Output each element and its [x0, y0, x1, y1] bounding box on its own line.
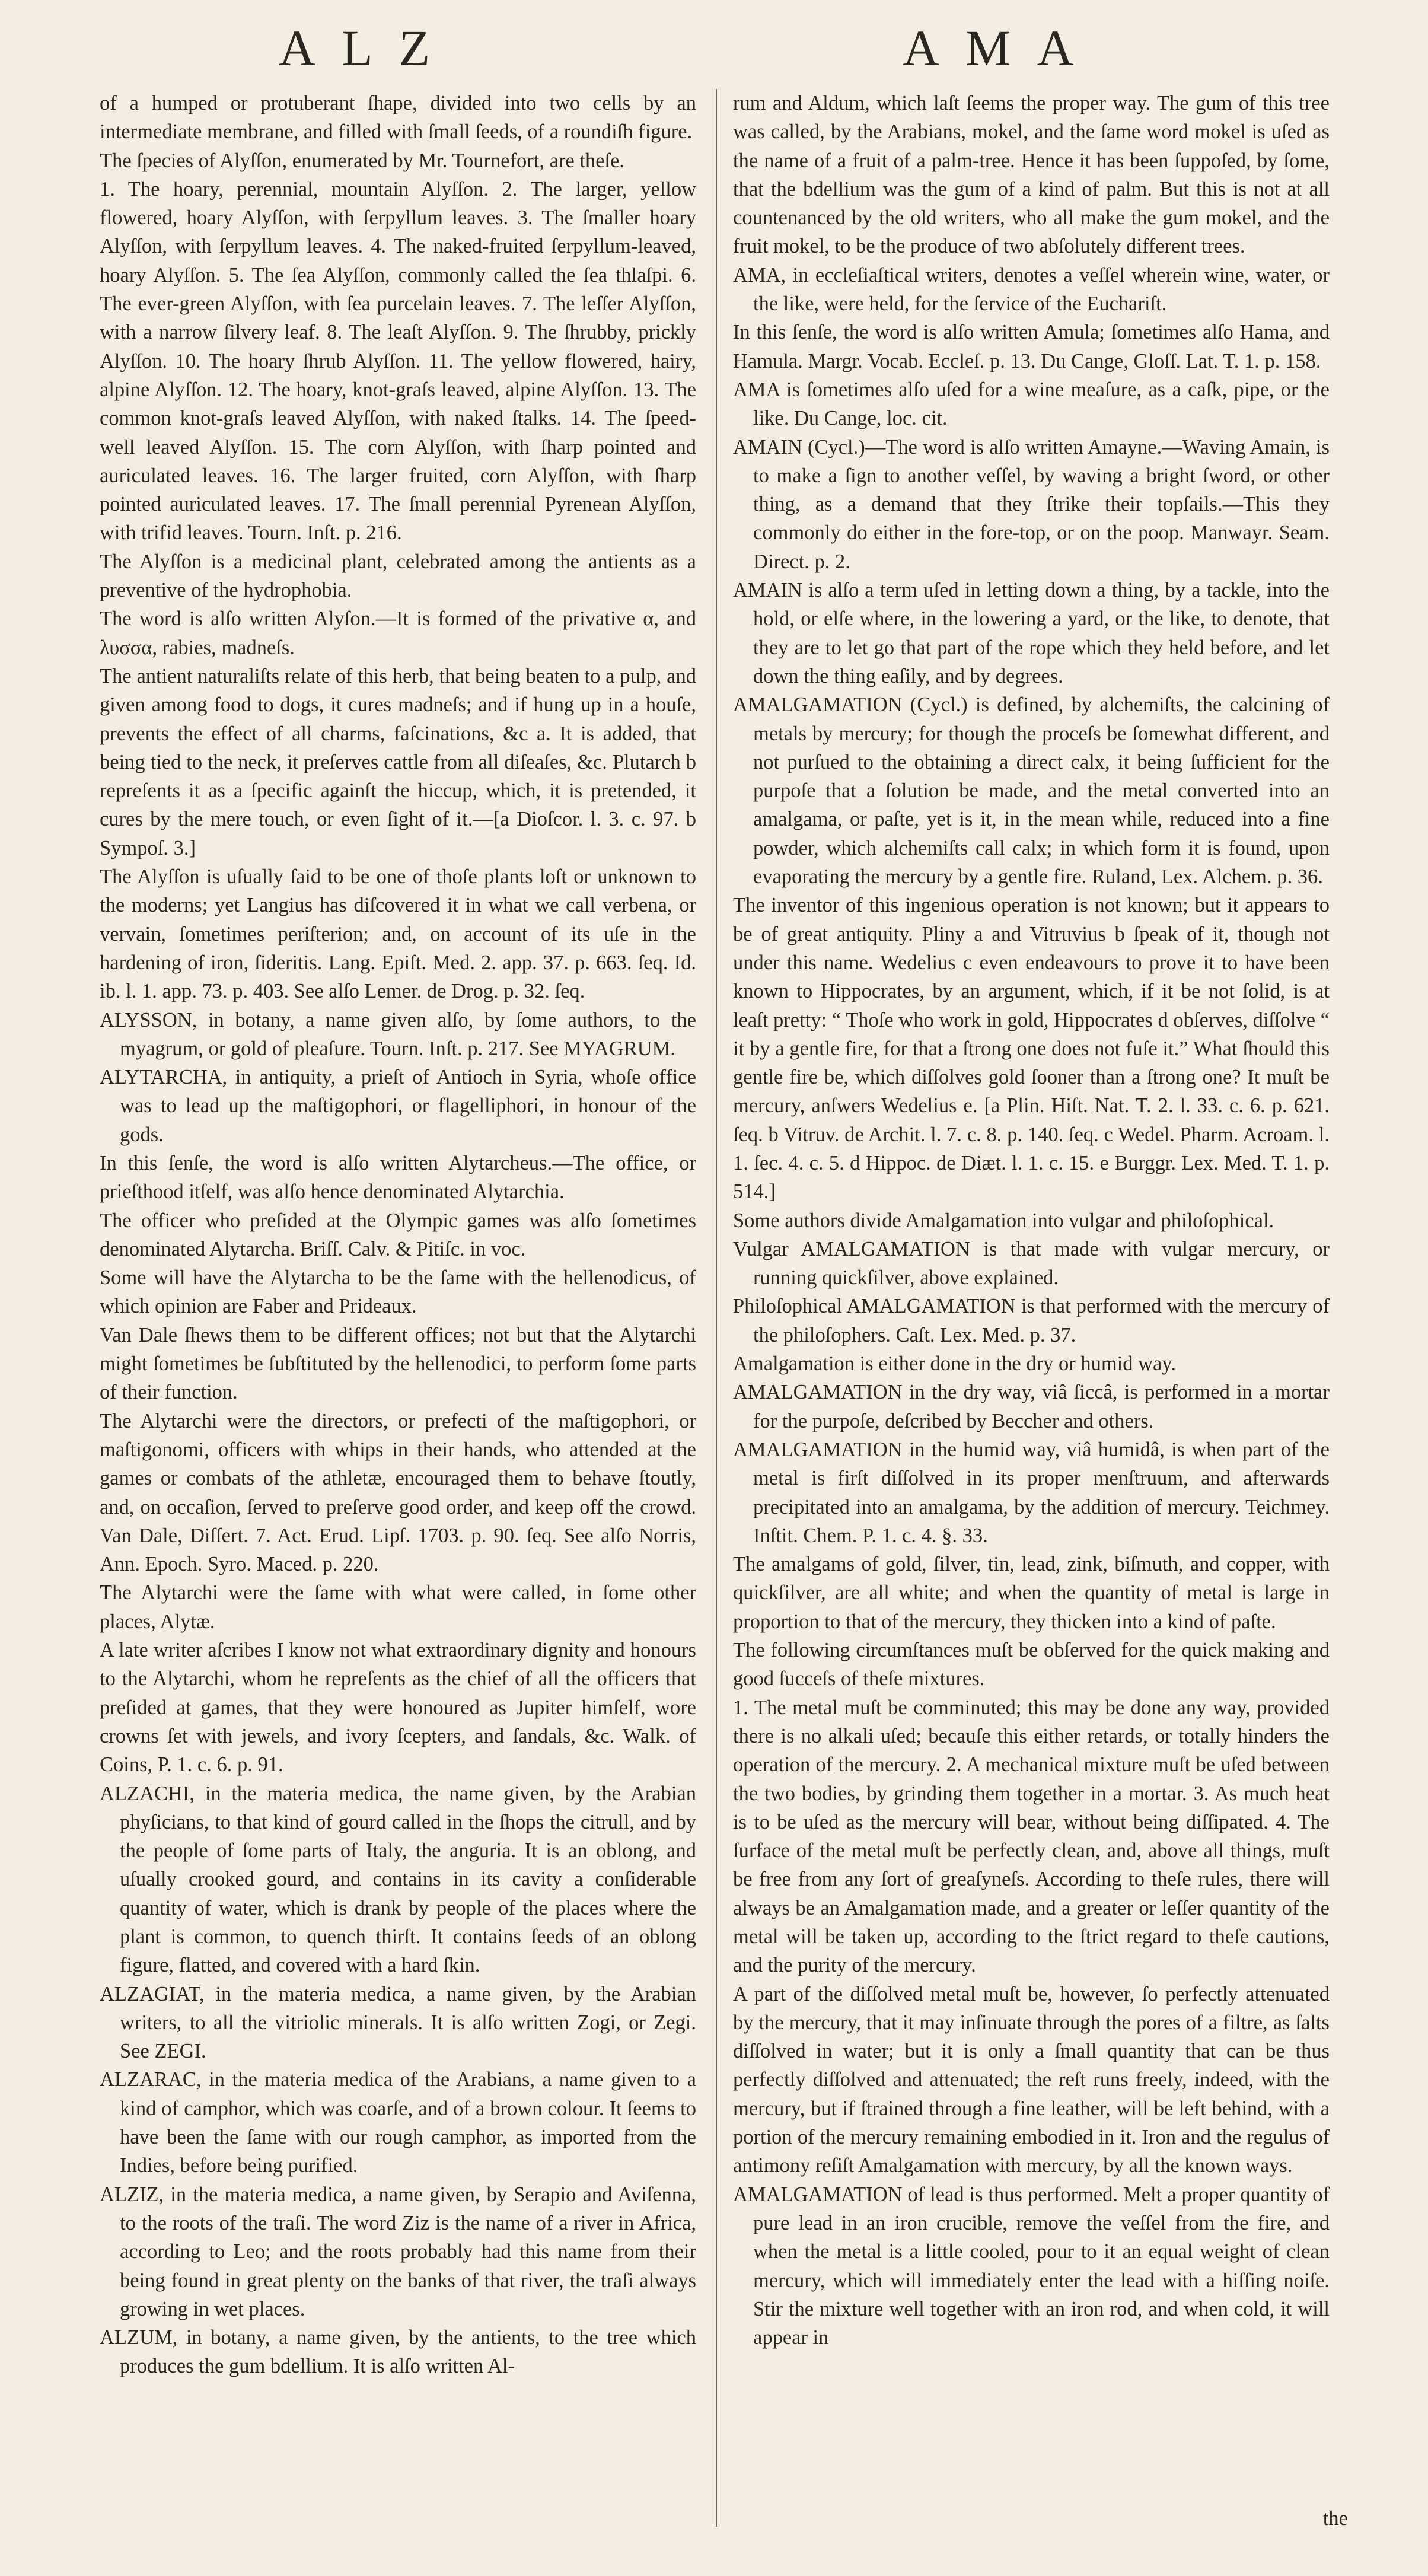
- catchword: the: [1322, 2507, 1348, 2530]
- right-column: [733, 89, 1330, 2352]
- dictionary-entry: Philoſophical AMALGAMATION is that performed with the mercury of the philoſophers. Caſt. Lex. Med. p. 37.: [733, 1295, 1330, 1346]
- paragraph: The inventor of this ingenious operation is not known; but it appears to be of great antiquity. Pliny a and Vitruvius b ſpeak of it, though not under this name. Wedelius c even endeavours to prove it to have been known to Hippocrates, by an argument, which, if it be not ſolid, is at leaſt pretty: “ Thoſe who work in gold, Hippocrates d obſerves, diſſolve “ it by a gentle fire, for that a ſtrong one does not fuſe it.” What ſhould this gentle fire be, which diſſolves gold ſooner than a ſtrong one? It muſt be mercury, anſwers Wedelius e. [a Plin. Hiſt. Nat. T. 2. l. 33. c. 6. p. 621. ſeq. b Vitruv. de Archit. l. 7. c. 8. p. 140. ſeq. c Wedel. Pharm. Acroam. l. 1. ſec. 4. c. 5. d Hippoc. de Diæt. l. 1. c. 15. e Burggr. Lex. Med. T. 1. p. 514.]: [733, 894, 1330, 1203]
- paragraph: The Alyſſon is uſually ſaid to be one of thoſe plants loſt or unknown to the moderns; yet Langius has diſcovered it in what we call verbena, or vervain, ſometimes periſterion; and, on account of its uſe in the hardening of iron, ſideritis. Lang. Epiſt. Med. 2. app. 37. p. 663. ſeq. Id. ib. l. 1. app. 73. p. 403. See alſo Lemer. de Drog. p. 32. ſeq.: [100, 865, 696, 1003]
- column-divider: [716, 89, 717, 2527]
- paragraph: The Alyſſon is a medicinal plant, celebrated among the antients as a preventive of the hydrophobia.: [100, 550, 696, 602]
- dictionary-entry: ALZUM, in botany, a name given, by the antients, to the tree which produces the gum bdellium. It is alſo written Al-: [100, 2326, 696, 2378]
- dictionary-entry: AMAIN (Cycl.)—The word is alſo written Amayne.—Waving Amain, is to make a ſign to another veſſel, by waving a bright ſword, or other thing, as a demand that they ſtrike their topſails.—This they commonly do either in the fore-top, or on the poop. Manwayr. Seam. Direct. p. 2.: [733, 435, 1330, 573]
- paragraph: The amalgams of gold, ſilver, tin, lead, zink, biſmuth, and copper, with quickſilver, are all white; and when the quantity of metal is large in proportion to that of the mercury, they thicken into a kind of paſte.: [733, 1553, 1330, 1633]
- paragraph: Some authors divide Amalgamation into vulgar and philoſophical.: [733, 1209, 1274, 1232]
- paragraph: The word is alſo written Alyſon.—It is formed of the privative α, and λυσσα, rabies, madneſs.: [100, 607, 696, 659]
- paragraph: A late writer aſcribes I know not what extraordinary dignity and honours to the Alytarchi, whom he repreſents as the chief of all the officers that preſided at games, that they were honoured as Jupiter himſelf, wore crowns ſet with jewels, and ivory ſcepters, and ſandals, &c. Walk. of Coins, P. 1. c. 6. p. 91.: [100, 1639, 696, 1776]
- paragraph: The ſpecies of Alyſſon, enumerated by Mr. Tournefort, are theſe.: [100, 149, 625, 172]
- dictionary-entry: AMA is ſometimes alſo uſed for a wine meaſure, as a caſk, pipe, or the like. Du Cange, loc. cit.: [733, 378, 1330, 430]
- dictionary-entry: AMALGAMATION in the humid way, viâ humidâ, is when part of the metal is firſt diſſolved in its proper menſtruum, and afterwards precipitated into an amalgama, by the addition of mercury. Teichmey. Inſtit. Chem. P. 1. c. 4. §. 33.: [733, 1438, 1330, 1547]
- right-running-head: AMA: [903, 20, 1100, 77]
- paragraph: 1. The hoary, perennial, mountain Alyſſon. 2. The larger, yellow flowered, hoary Alyſſon, with ſerpyllum leaves. 3. The ſmaller hoary Alyſſon, with ſerpyllum leaves. 4. The naked-fruited ſerpyllum-leaved, hoary Alyſſon. 5. The ſea Alyſſon, commonly called the ſea thlaſpi. 6. The ever-green Alyſſon, with ſea purcelain leaves. 7. The leſſer Alyſſon, with a narrow ſilvery leaf. 8. The leaſt Alyſſon. 9. The ſhrubby, prickly Alyſſon. 10. The hoary ſhrub Alyſſon. 11. The yellow flowered, hairy, alpine Alyſſon. 12. The hoary, knot-graſs leaved, alpine Alyſſon. 13. The common knot-graſs leaved Alyſſon, with naked ſtalks. 14. The ſpeed-well leaved Alyſſon. 15. The corn Alyſſon, with ſharp pointed and auriculated leaves. 16. The larger fruited, corn Alyſſon, with ſharp pointed auriculated leaves. 17. The ſmall perennial Pyrenean Alyſſon, with trifid leaves. Tourn. Inſt. p. 216.: [100, 177, 696, 545]
- paragraph: In this ſenſe, the word is alſo written Amula; ſometimes alſo Hama, and Hamula. Margr. Vocab. Eccleſ. p. 13. Du Cange, Gloſſ. Lat. T. 1. p. 158.: [733, 321, 1330, 372]
- dictionary-entry: ALZARAC, in the materia medica of the Arabians, a name given to a kind of camphor, which was coarſe, and of a brown colour. It ſeems to have been the ſame with our rough camphor, as imported from the Indies, before being purified.: [100, 2068, 696, 2177]
- dictionary-entry: Vulgar AMALGAMATION is that made with vulgar mercury, or running quickſilver, above explained.: [733, 1237, 1330, 1289]
- paragraph: The antient naturaliſts relate of this herb, that being beaten to a pulp, and given among food to dogs, it cures madneſs; and if hung up in a houſe, prevents the effect of all charms, faſcinations, &c a. It is added, that being tied to the neck, it preſerves cattle from all diſeaſes, &c. Plutarch b repreſents it as a ſpecific againſt the hiccup, which, it is pretended, it cures by the mere touch, or even ſight of it.—[a Dioſcor. l. 3. c. 97. b Sympoſ. 3.]: [100, 664, 696, 859]
- paragraph: Amalgamation is either done in the dry or humid way.: [733, 1352, 1177, 1375]
- left-running-head: ALZ: [279, 20, 457, 77]
- paragraph: The officer who preſided at the Olympic games was alſo ſometimes denominated Alytarcha. Briſſ. Calv. & Pitiſc. in voc.: [100, 1209, 696, 1260]
- paragraph: The Alytarchi were the directors, or prefecti of the maſtigophori, or maſtigonomi, officers with whips in their hands, who attended at the games or combats of the athletæ, encouraged them to behave ſtoutly, and, on occaſion, ſerved to preſerve good order, and keep off the crowd. Van Dale, Diſſert. 7. Act. Erud. Lipſ. 1703. p. 90. ſeq. See alſo Norris, Ann. Epoch. Syro. Maced. p. 220.: [100, 1409, 696, 1576]
- paragraph: 1. The metal muſt be comminuted; this may be done any way, provided there is no alkali uſed; becauſe this either retards, or totally hinders the operation of the mercury. 2. A mechanical mixture muſt be uſed between the two bodies, by grinding them together in a mortar. 3. As much heat is to be uſed as the mercury will bear, without being diſſipated. 4. The ſurface of the metal muſt be perfectly clean, and, above all things, muſt be free from any ſort of greaſyneſs. According to theſe rules, there will always be an Amalgamation made, and a greater or leſſer quantity of the metal will be taken up, according to the ſtrict regard to theſe cautions, and the purity of the mercury.: [733, 1696, 1330, 1977]
- paragraph: Van Dale ſhews them to be different offices; not but that the Alytarchi might ſometimes be ſubſtituted by the hellenodici, to perform ſome parts of their function.: [100, 1323, 696, 1404]
- left-column: [100, 89, 696, 2381]
- paragraph: of a humped or protuberant ſhape, divided into two cells by an intermediate membrane, and filled with ſmall ſeeds, of a roundiſh figure.: [100, 92, 696, 144]
- dictionary-entry: AMAIN is alſo a term uſed in letting down a thing, by a tackle, into the hold, or elſe where, in the lowering a yard, or the like, to denote, that they are to let go that part of the rope which they held before, and let down the thing eaſily, and by degrees.: [733, 579, 1330, 687]
- paragraph: In this ſenſe, the word is alſo written Alytarcheus.—The office, or prieſthood itſelf, was alſo hence denominated Alytarchia.: [100, 1151, 696, 1203]
- dictionary-entry: AMALGAMATION in the dry way, viâ ſiccâ, is performed in a mortar for the purpoſe, deſcribed by Beccher and others.: [733, 1381, 1330, 1432]
- dictionary-entry: ALZACHI, in the materia medica, the name given, by the Arabian phyſicians, to that kind of gourd called in the ſhops the citrull, and by the people of ſome parts of Italy, the anguria. It is an oblong, and uſually crooked gourd, and contains in its cavity a conſiderable quantity of water, which is drank by people of the places where the plant is common, to quench thirſt. It contains ſeeds of an oblong figure, flatted, and covered with a hard ſkin.: [100, 1782, 696, 1977]
- paragraph: rum and Aldum, which laſt ſeems the proper way. The gum of this tree was called, by the Arabians, mokel, and the ſame word mokel is uſed as the name of a fruit of a palm-tree. Hence it has been ſuppoſed, by ſome, that the bdellium was the gum of a kind of palm. But this is not at all countenanced by the old writers, who all make the gum mokel, and the fruit mokel, to be the produce of two abſolutely different trees.: [733, 92, 1330, 258]
- paragraph: Some will have the Alytarcha to be the ſame with the hellenodicus, of which opinion are Faber and Prideaux.: [100, 1266, 696, 1318]
- dictionary-entry: ALYSSON, in botany, a name given alſo, by ſome authors, to the myagrum, or gold of pleaſure. Tourn. Inſt. p. 217. See MYAGRUM.: [100, 1008, 696, 1060]
- paragraph: The following circumſtances muſt be obſerved for the quick making and good ſucceſs of theſe mixtures.: [733, 1639, 1330, 1690]
- paragraph: The Alytarchi were the ſame with what were called, in ſome other places, Alytæ.: [100, 1581, 696, 1633]
- dictionary-entry: ALYTARCHA, in antiquity, a prieſt of Antioch in Syria, whoſe office was to lead up the maſtigophori, or flagelliphori, in honour of the gods.: [100, 1066, 696, 1146]
- dictionary-entry: AMALGAMATION (Cycl.) is defined, by alchemiſts, the calcining of metals by mercury; for though the proceſs be ſomewhat different, and not purſued to the obtaining a direct calx, it being ſufficient for the purpoſe that a ſolution be made, and the metal converted into an amalgama, or paſte, yet is it, in the mean while, reduced into a fine powder, which alchemiſts call calx; in which form it is found, upon evaporating the mercury by a gentle fire. Ruland, Lex. Alchem. p. 36.: [733, 693, 1330, 889]
- dictionary-entry: ALZAGIAT, in the materia medica, a name given, by the Arabian writers, to all the vitriolic minerals. It is alſo written Zogi, or Zegi. See ZEGI.: [100, 1982, 696, 2063]
- dictionary-entry: AMALGAMATION of lead is thus performed. Melt a proper quantity of pure lead in an iron crucible, remove the veſſel from the fire, and when the metal is a little cooled, pour to it an equal weight of clean mercury, which will immediately enter the lead with a hiſſing noiſe. Stir the mixture well together with an iron rod, and when cold, it will appear in: [733, 2183, 1330, 2349]
- paragraph: A part of the diſſolved metal muſt be, however, ſo perfectly attenuated by the mercury, that it may inſinuate through the pores of a filtre, as ſalts diſſolved in water; but it is only a ſmall quantity that can be thus perfectly diſſolved and attenuated; the reſt runs freely, indeed, with the mercury, but if ſtrained through a fine leather, will be left behind, with a portion of the mercury remaining embodied in it. Iron and the regulus of antimony reſiſt Amalgamation with mercury, by all the known ways.: [733, 1982, 1330, 2177]
- dictionary-entry: AMA, in eccleſiaſtical writers, denotes a veſſel wherein wine, water, or the like, were held, for the ſervice of the Euchariſt.: [733, 263, 1330, 316]
- dictionary-entry: ALZIZ, in the materia medica, a name given, by Serapio and Aviſenna, to the roots of the traſi. The word Ziz is the name of a river in Africa, according to Leo; and the roots probably had this name from their being found in great plenty on the banks of that river, the traſi always growing in wet places.: [100, 2183, 696, 2320]
